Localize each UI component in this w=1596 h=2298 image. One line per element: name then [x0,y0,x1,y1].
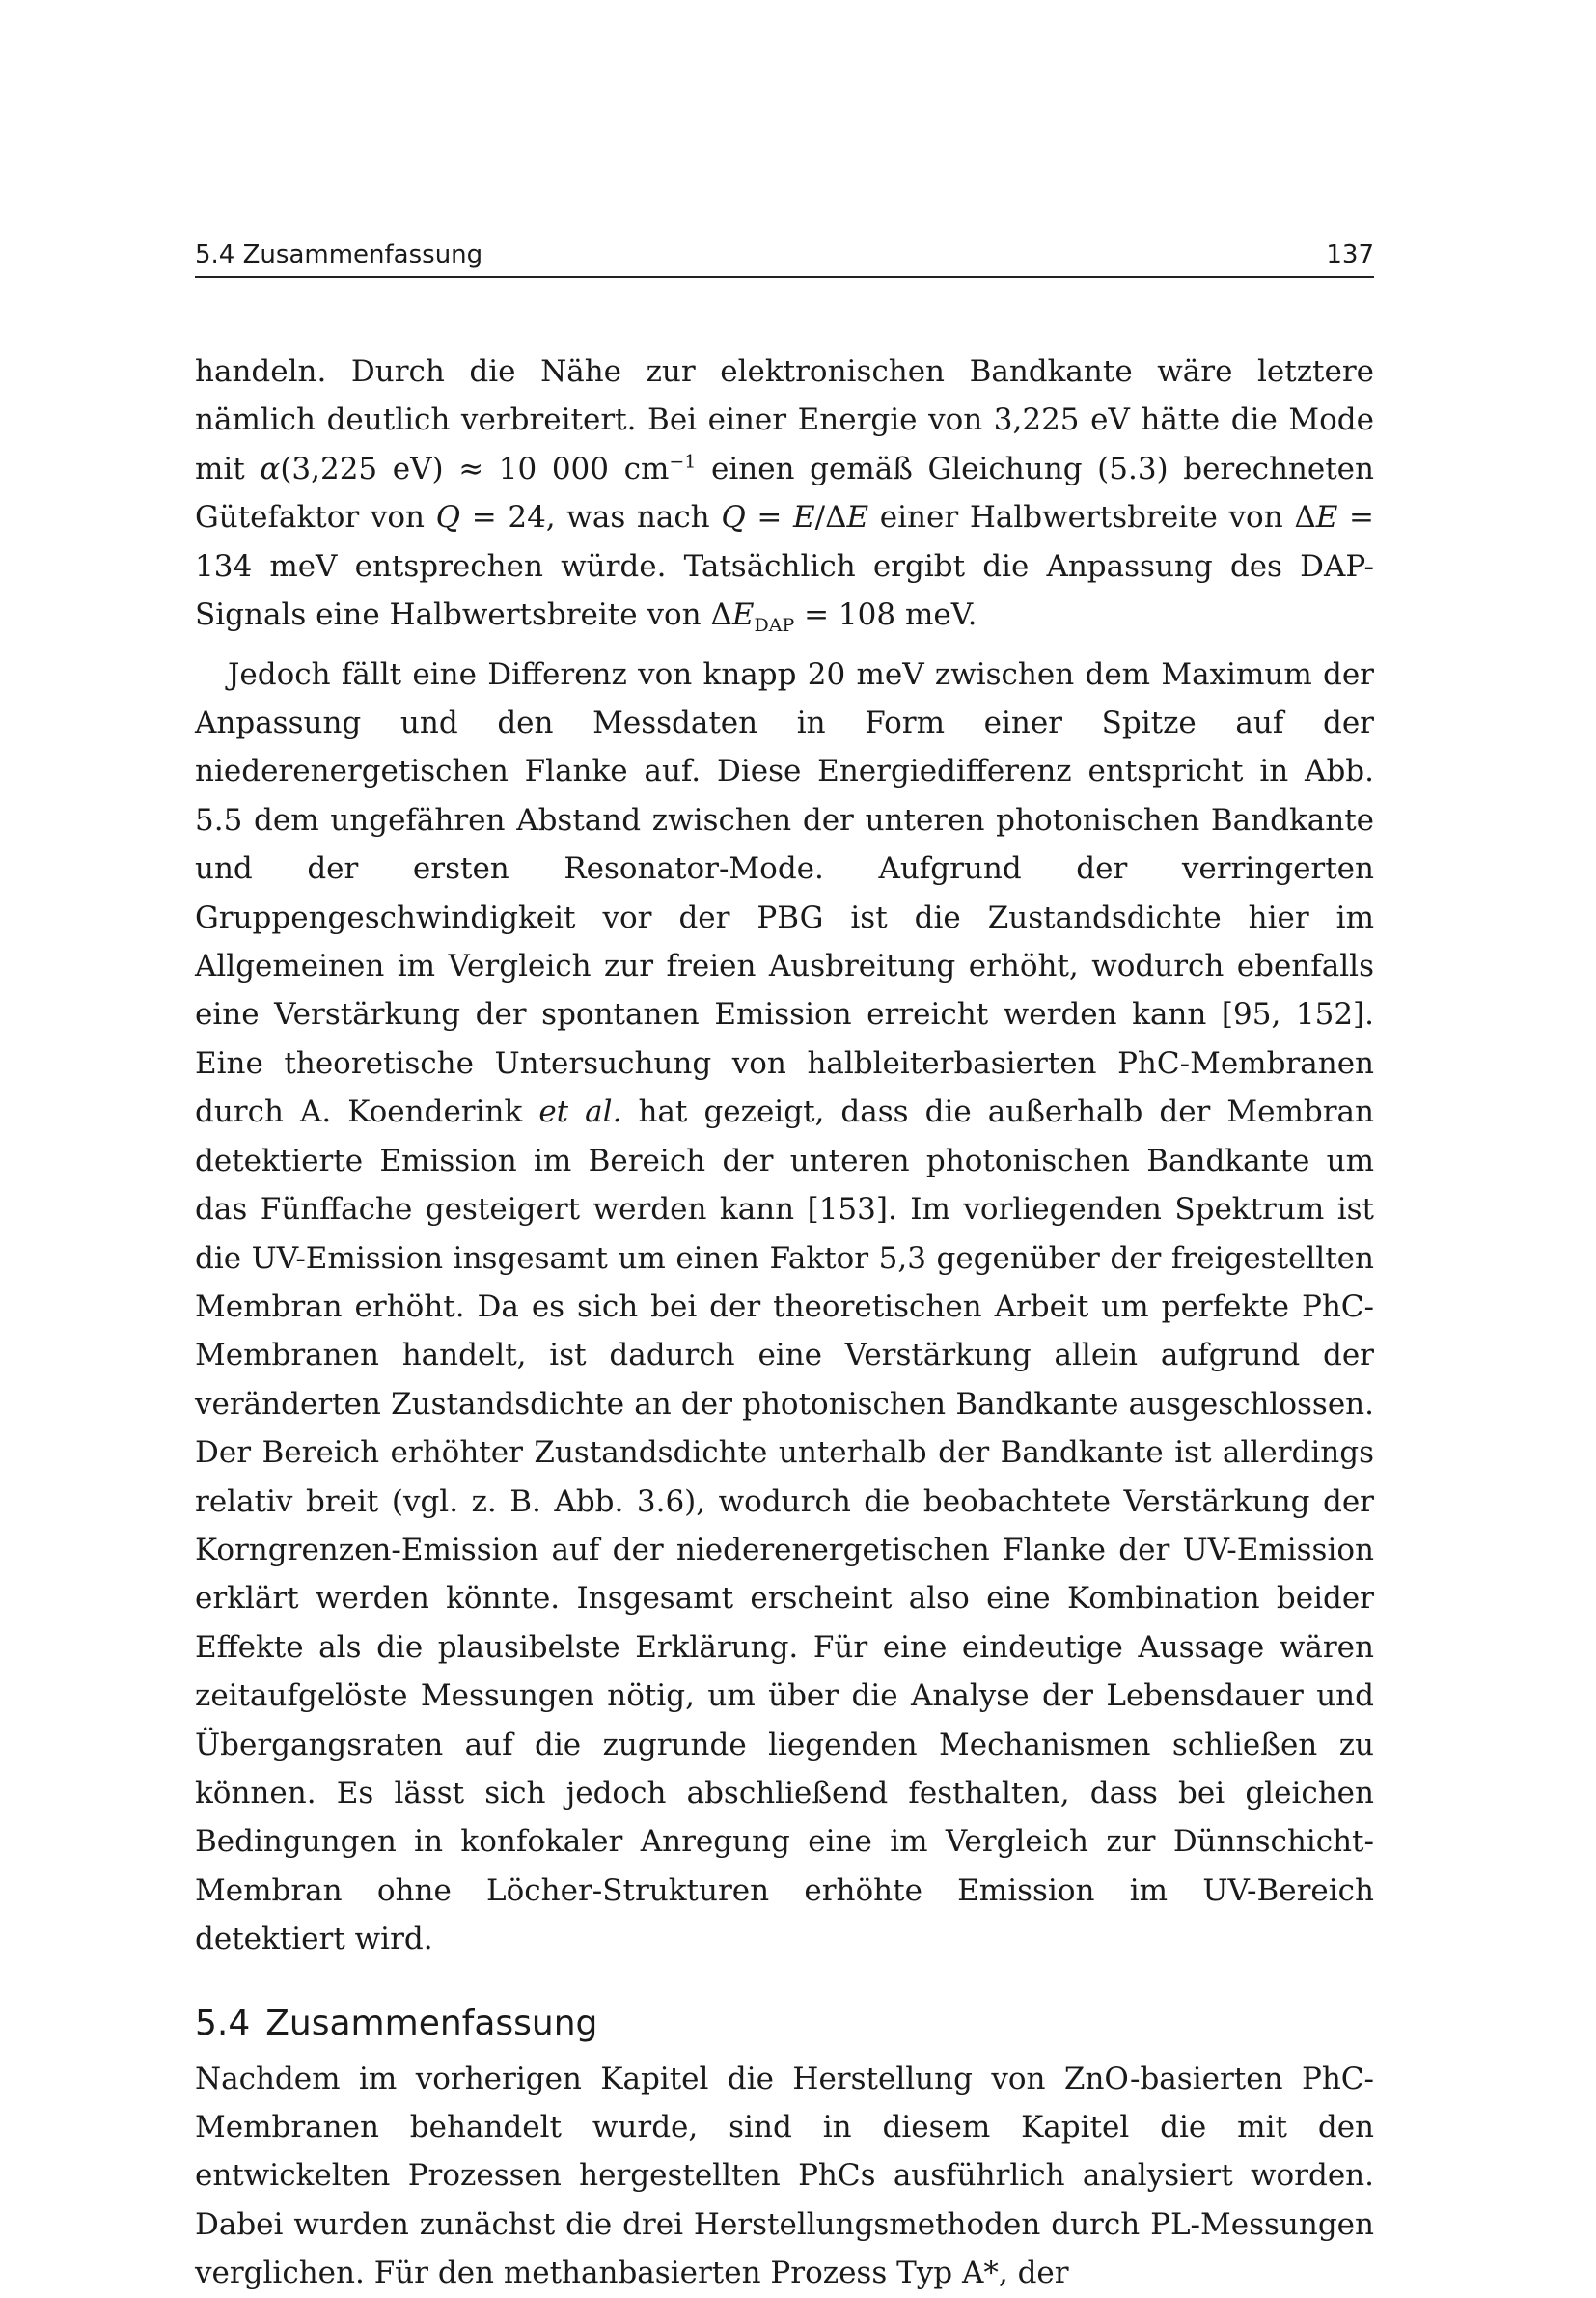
paragraph-bandkante: handeln. Durch die Nähe zur elektronischen Bandkante wäre letztere nämlich deutlich verbreitert. Bei einer Energie von 3,225 eV hätte die Mode mit α(3,225 eV) ≈ 10 000 $cm^{-1}$ einen gemäß Gleichung (5.3) berechneten Gütefaktor von Q = 24, was nach Q = E/ΔE einer Halbwertsbreite von ΔE = 134 meV entsprechen würde. Tatsächlich ergibt die Anpassung des DAP-Signals eine Halbwertsbreite von $\Delta E_{DAP} = 108$ meV. [195,354,1374,637]
paragraph-zustandsdichte: Jedoch fällt eine Differenz von knapp 20 meV zwischen dem Maximum der Anpassung und den Messdaten in Form einer Spitze auf der niederenergetischen Flanke auf. Diese Energiedifferenz entspricht in Abb. 5.5 dem ungefähren Abstand zwischen der unteren photonischen Bandkante und der ersten Resonator-Mode. Aufgrund der verringerten Gruppengeschwindigkeit vor der PBG ist die Zustandsdichte hier im Allgemeinen im Vergleich zur freien Ausbreitung erhöht, wodurch ebenfalls eine Verstärkung der spontanen Emission erreicht werden kann [95, 152]. Eine theoretische Untersuchung von halbleiterbasierten PhC-Membranen durch A. Koenderink et al. hat gezeigt, dass die außerhalb der Membran detektierte Emission im Bereich der unteren photonischen Bandkante um das Fünffache gesteigert werden kann [153]. Im vorliegenden Spektrum ist die UV-Emission insgesamt um einen Faktor 5,3 gegenüber der freigestellten Membran erhöht. Da es sich bei der theoretischen Arbeit um perfekte PhC-Membranen handelt, ist dadurch eine Verstärkung allein aufgrund der veränderten Zustandsdichte an der photonischen Bandkante ausgeschlossen. Der Bereich erhöhter Zustandsdichte unterhalb der Bandkante ist allerdings relativ breit (vgl. z. B. Abb. 3.6), wodurch die beobachtete Verstärkung der Korngrenzen-Emission auf der niederenergetischen Flanke der UV-Emission erklärt werden könnte. Insgesamt erscheint also eine Kombination beider Effekte als die plausibelste Erklärung. Für eine eindeutige Aussage wären zeitaufgelöste Messungen nötig, um über die Analyse der Lebensdauer und Übergangsraten auf die zugrunde liegenden Mechanismen schließen zu können. Es lässt sich jedoch abschließend festhalten, dass bei gleichen Bedingungen in konfokaler Anregung eine im Vergleich zur Dünnschicht-Membran ohne Löcher-Strukturen erhöhte Emission im UV-Bereich detektiert wird. [195,656,1374,1957]
section-heading [195,2001,1374,2047]
paragraph-zusammenfassung: Nachdem im vorherigen Kapitel die Herstellung von ZnO-basierten PhC-Membranen behandelt wurde, sind in diesem Kapitel die mit den entwickelten Prozessen hergestellten PhCs ausführlich analysiert worden. Dabei wurden zunächst die drei Herstellungsmethoden durch PL-Messungen verglichen. Für den methanbasierten Prozess Typ A*, der [195,2061,1374,2291]
running-header-section-title: 5.4 Zusammenfassung [195,240,483,269]
section-title: Zusammenfassung [265,2003,598,2043]
et-al: et al. [538,1094,622,1130]
page-number: 137 [1326,240,1374,269]
running-header [195,235,1374,278]
body-text [195,347,1374,2298]
section-number: 5.4 [195,2003,251,2043]
